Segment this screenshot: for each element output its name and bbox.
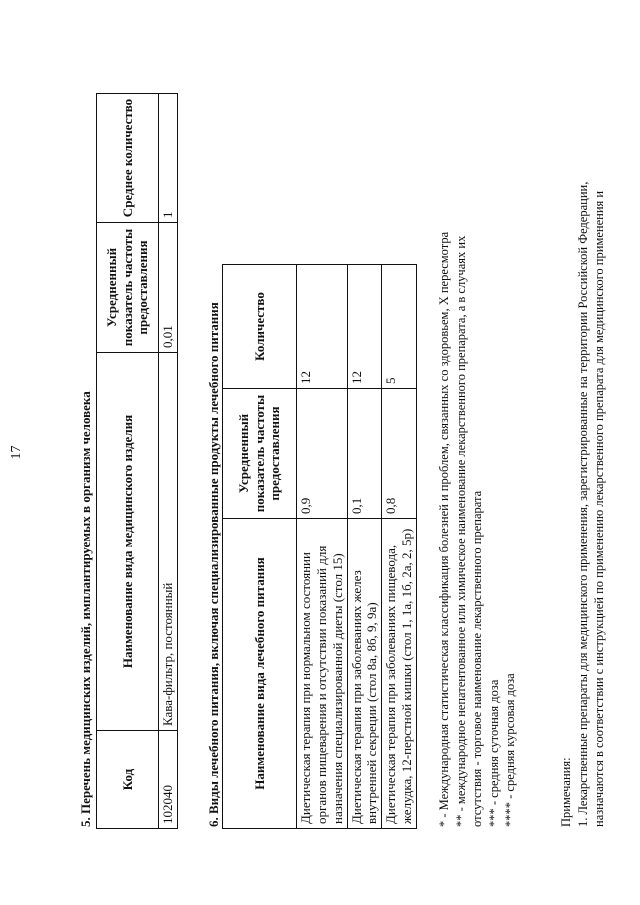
footnotes — [436, 232, 519, 827]
notes-line: 1. Лекарственные препараты для медицинского применения, зарегистрированные на территории Российской Федерации, — [575, 181, 590, 827]
footnote-line: *** - средняя суточная доза — [486, 679, 501, 827]
cell-frequency: 0,9 — [297, 389, 348, 519]
column-header-device-name: Наименование вида медицинского изделия — [97, 353, 159, 731]
notes-heading: Примечания: — [559, 757, 573, 827]
cell-frequency: 0,8 — [382, 389, 417, 519]
cell-code: 102040 — [159, 731, 178, 829]
cell-frequency: 0,1 — [347, 389, 382, 519]
notes-section — [558, 182, 608, 827]
cell-device-name: Кава-фильтр, постоянный — [159, 353, 178, 731]
column-header-nutrition-type: Наименование вида лечебного питания — [223, 519, 297, 829]
table-row — [382, 265, 417, 829]
notes-line: назначаются в соответствии с инструкцией по применению лекарственного препарата для медицинского применения и — [592, 190, 606, 827]
cell-average-quantity: 1 — [159, 94, 178, 223]
page-number: 17 — [9, 445, 24, 460]
cell-quantity: 12 — [297, 265, 348, 389]
table-row — [159, 94, 178, 829]
cell-nutrition-type: Диетическая терапия при заболеваниях пищевода, желудка, 12-перстной кишки (стол 1, 1а, 1б, 2а, 2, 5р) — [382, 519, 417, 829]
cell-nutrition-type: Диетическая терапия при заболеваниях желез внутренней секреции (стол 8а, 8б, 9, 9а) — [347, 519, 382, 829]
footnote-line: **** - средняя курсовая доза — [503, 673, 517, 827]
cell-quantity: 12 — [347, 265, 382, 389]
cell-frequency: 0,01 — [159, 223, 178, 353]
column-header-average-quantity: Среднее количество — [97, 94, 159, 223]
column-header-frequency: Усредненный показатель частоты предоставления — [223, 389, 297, 519]
table-row — [297, 265, 348, 829]
medical-devices-table — [96, 93, 178, 829]
cell-quantity: 5 — [382, 265, 417, 389]
column-header-quantity: Количество — [223, 265, 297, 389]
cell-nutrition-type: Диетическая терапия при нормальном состоянии органов пищеварения и отсутствии показаний для назначения специализированной диеты (стол 15) — [297, 519, 348, 829]
table-row — [347, 265, 382, 829]
therapeutic-nutrition-table — [222, 264, 417, 829]
footnote-line: отсутствия - торговое наименование лекарственного препарата — [470, 490, 484, 827]
section-5-title: 5. Перечень медицинских изделий, имплантируемых в организм человека — [78, 391, 93, 827]
column-header-code: Код — [97, 731, 159, 829]
section-6-title: 6. Виды лечебного питания, включая специализированные продукты лечебного питания — [206, 302, 221, 827]
footnote-line: ** - международное непатентованное или химическое наименование лекарственного препарата, а в случаях их — [453, 235, 468, 827]
column-header-frequency: Усредненный показатель частоты предоставления — [97, 223, 159, 353]
footnote-line: * - Международная статистическая классификация болезней и проблем, связанных со здоровьем, X пересмотра — [437, 231, 451, 827]
